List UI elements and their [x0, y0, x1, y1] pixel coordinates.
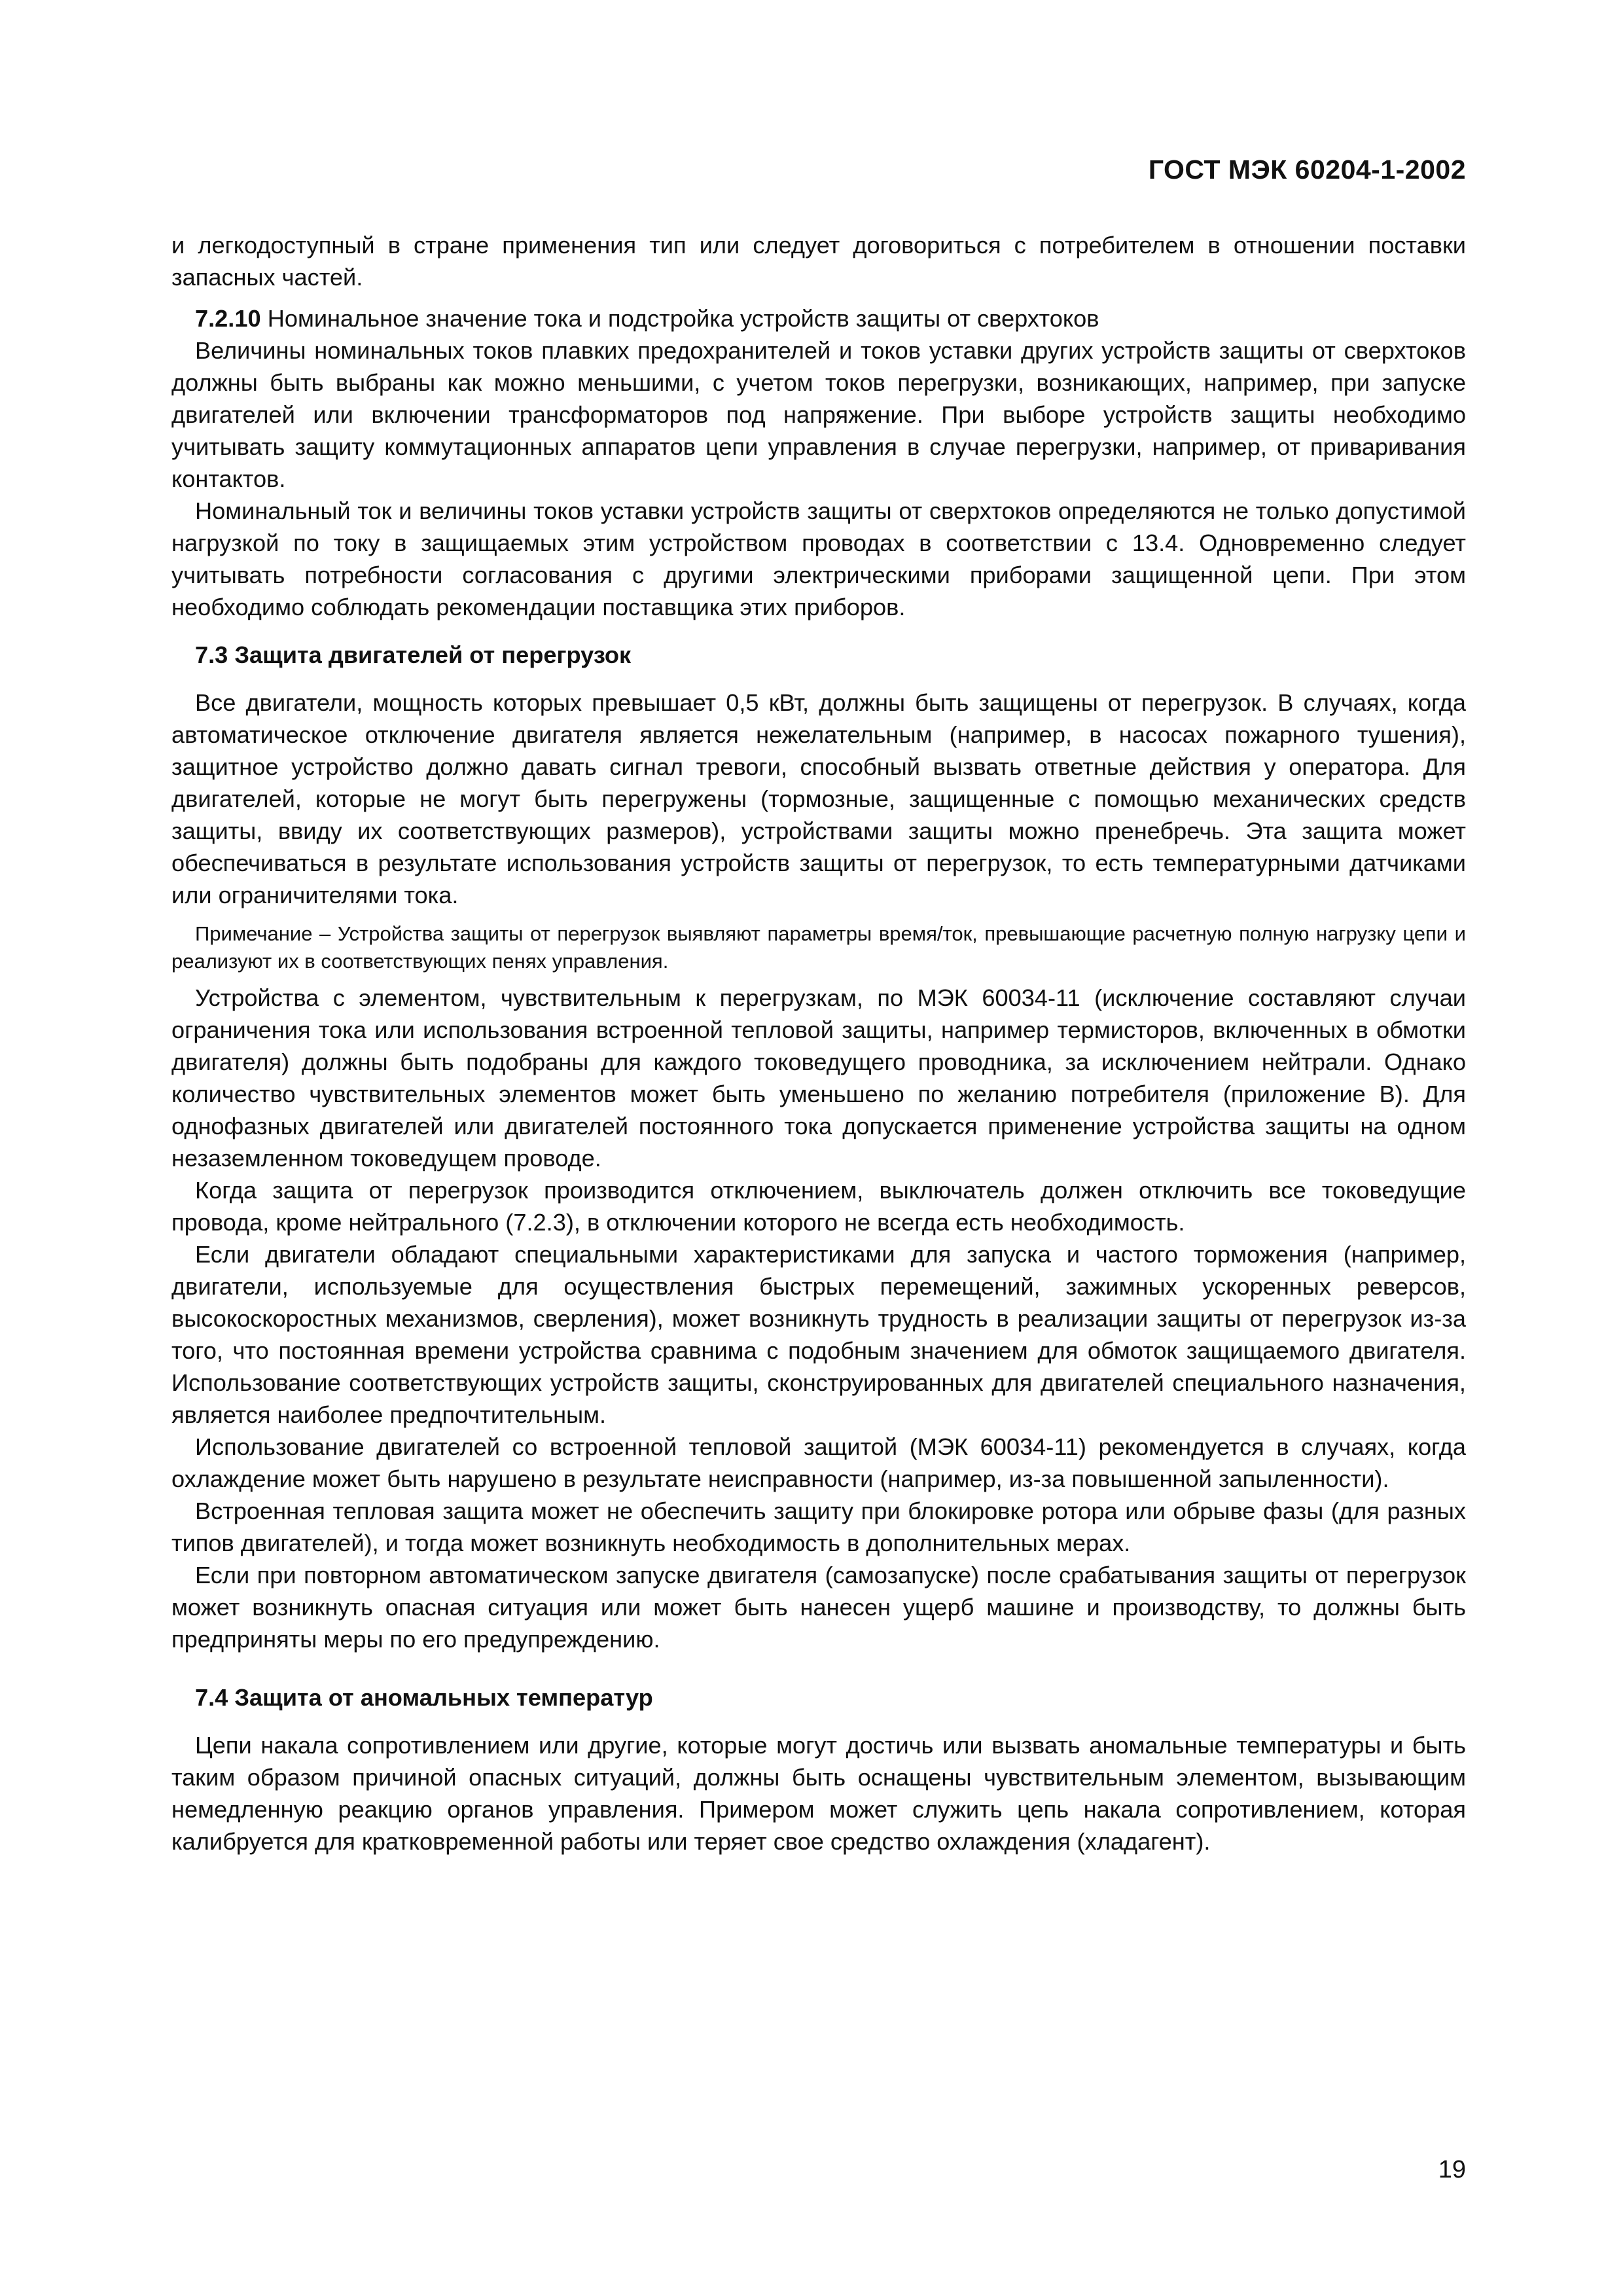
- section-7-2-10-title: Номинальное значение тока и подстройка устройств защиты от сверхтоков: [267, 305, 1099, 332]
- page-content: [171, 229, 1466, 1857]
- section-7-3-heading: 7.3 Защита двигателей от перегрузок: [195, 641, 632, 668]
- section-7-2-10-number: 7.2.10: [195, 305, 261, 332]
- page-number: 19: [1438, 2156, 1466, 2183]
- section-7-2-10-paragraph-2: Номинальный ток и величины токов уставки устройств защиты от сверхтоков определяются не только допустимой нагрузкой по току в защищаемых этим устройством проводах в соответствии с 13.4. Одновременно следует учитывать потребности согласования с другими электрическими приборами защищенной цепи. При этом необходимо соблюдать рекомендации поставщика этих приборов.: [171, 497, 1466, 620]
- section-7-3-paragraph-3: Когда защита от перегрузок производится отключением, выключатель должен отключить все токоведущие провода, кроме нейтрального (7.2.3), в отключении которого не всегда есть необходимость.: [171, 1177, 1466, 1236]
- section-7-3-paragraph-7: Если при повторном автоматическом запуске двигателя (самозапуске) после срабатывания защиты от перегрузок может возникнуть опасная ситуация или может быть нанесен ущерб машине и производству, то должны быть предприняты меры по его предупреждению.: [171, 1562, 1466, 1653]
- section-7-3-paragraph-6: Встроенная тепловая защита может не обеспечить защиту при блокировке ротора или обрыве фазы (для разных типов двигателей), и тогда может возникнуть необходимость в дополнительных мерах.: [171, 1498, 1466, 1556]
- section-7-4-heading: 7.4 Защита от аномальных температур: [195, 1684, 653, 1711]
- section-7-3-note: Примечание – Устройства защиты от перегрузок выявляют параметры время/ток, превышающие расчетную полную нагрузку цепи и реализуют их в соответствующих пенях управления.: [171, 922, 1466, 973]
- document-code-header: ГОСТ МЭК 60204-1-2002: [1148, 154, 1466, 185]
- intro-continuation-paragraph: и легкодоступный в стране применения тип или следует договориться с потребителем в отношении поставки запасных частей.: [171, 232, 1466, 291]
- section-7-3-paragraph-2: Устройства с элементом, чувствительным к перегрузкам, по МЭК 60034-11 (исключение составляют случаи ограничения тока или использования встроенной тепловой защиты, например термисторов, включенных в обмотки двигателя) должны быть подобраны для каждого токоведущего проводника, за исключением нейтрали. Однако количество чувствительных элементов может быть уменьшено по желанию потребителя (приложение В). Для однофазных двигателей или двигателей постоянного тока допускается применение устройства защиты на одном незаземленном токоведущем проводе.: [171, 984, 1466, 1172]
- section-7-2-10-title-line: [171, 302, 1466, 334]
- section-7-4-paragraph: Цепи накала сопротивлением или другие, которые могут достичь или вызвать аномальные температуры и быть таким образом причиной опасных ситуаций, должны быть оснащены чувствительным элементом, вызывающим немедленную реакцию органов управления. Примером может служить цепь накала сопротивлением, которая калибруется для кратковременной работы или теряет свое средство охлаждения (хладагент).: [171, 1732, 1466, 1855]
- section-7-3-paragraph-4: Если двигатели обладают специальными характеристиками для запуска и частого торможения (например, двигатели, используемые для осуществления быстрых перемещений, зажимных ускоренных реверсов, высокоскоростных механизмов, сверления), может возникнуть трудность в реализации защиты от перегрузок из-за того, что постоянная времени устройства сравнима с подобным значением для обмоток защищаемого двигателя. Использование соответствующих устройств защиты, сконструированных для двигателей специального назначения, является наиболее предпочтительным.: [171, 1241, 1466, 1428]
- section-7-3-paragraph-5: Использование двигателей со встроенной тепловой защитой (МЭК 60034-11) рекомендуется в случаях, когда охлаждение может быть нарушено в результате неисправности (например, из-за повышенной запыленности).: [171, 1433, 1466, 1492]
- section-7-3-paragraph-1: Все двигатели, мощность которых превышает 0,5 кВт, должны быть защищены от перегрузок. В случаях, когда автоматическое отключение двигателя является нежелательным (например, в насосах пожарного тушения), защитное устройство должно давать сигнал тревоги, способный вызвать ответные действия у оператора. Для двигателей, которые не могут быть перегружены (тормозные, защищенные с помощью механических средств защиты, ввиду их соответствующих размеров), устройствами защиты можно пренебречь. Эта защита может обеспечиваться в результате использования устройств защиты от перегрузок, то есть температурными датчиками или ограничителями тока.: [171, 689, 1466, 908]
- section-7-2-10-paragraph-1: Величины номинальных токов плавких предохранителей и токов уставки других устройств защиты от сверхтоков должны быть выбраны как можно меньшими, с учетом токов перегрузки, возникающих, например, при запуске двигателей или включении трансформаторов под напряжение. При выборе устройств защиты необходимо учитывать защиту коммутационных аппаратов цепи управления в случае перегрузки, например, от приваривания контактов.: [171, 337, 1466, 492]
